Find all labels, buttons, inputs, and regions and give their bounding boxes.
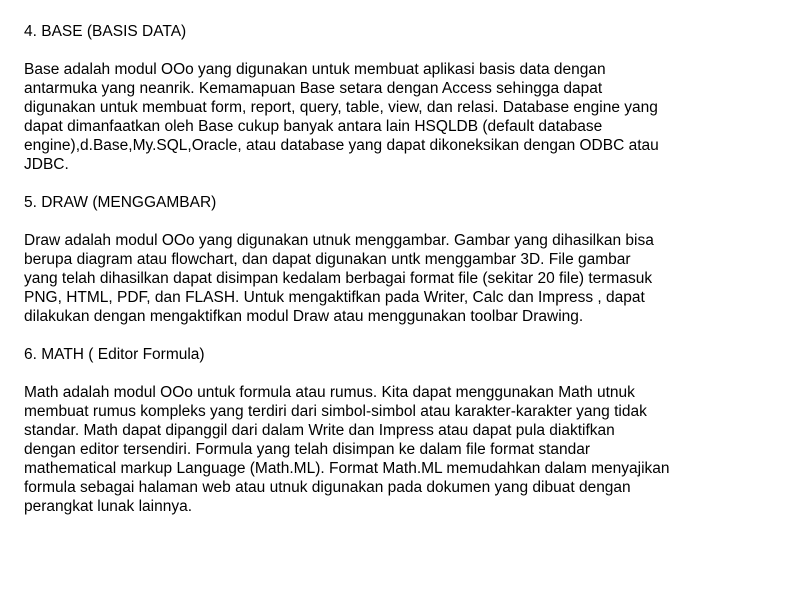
paragraph-line: yang telah dihasilkan dapat disimpan kedalam berbagai format file (sekitar 20 file) termasuk <box>24 270 653 287</box>
paragraph-line: antarmuka yang neanrik. Kemamapuan Base setara dengan Access sehingga dapat <box>24 80 603 97</box>
paragraph-line: Math adalah modul OOo untuk formula atau rumus. Kita dapat menggunakan Math utnuk <box>24 384 635 401</box>
paragraph-line: dengan editor tersendiri. Formula yang telah disimpan ke dalam file format standar <box>24 441 591 458</box>
paragraph-line: standar. Math dapat dipanggil dari dalam Write dan Impress atau dapat pula diaktifkan <box>24 422 615 439</box>
section-heading: 4. BASE (BASIS DATA) <box>24 23 187 40</box>
section-heading: 6. MATH ( Editor Formula) <box>24 346 205 363</box>
section-draw <box>24 193 772 326</box>
paragraph-line: formula sebagai halaman web atau utnuk digunakan pada dokumen yang dibuat dengan <box>24 479 631 496</box>
paragraph-line: engine),d.Base,My.SQL,Oracle, atau database yang dapat dikoneksikan dengan ODBC atau <box>24 137 659 154</box>
paragraph-line: perangkat lunak lainnya. <box>24 498 193 515</box>
section-math <box>24 345 772 516</box>
section-heading: 5. DRAW (MENGGAMBAR) <box>24 194 217 211</box>
document-page <box>24 22 772 516</box>
paragraph-line: dapat dimanfaatkan oleh Base cukup banyak antara lain HSQLDB (default database <box>24 118 603 135</box>
paragraph-line: digunakan untuk membuat form, report, query, table, view, dan relasi. Database engine yang <box>24 99 658 116</box>
paragraph-line: dilakukan dengan mengaktifkan modul Draw atau menggunakan toolbar Drawing. <box>24 308 584 325</box>
section-paragraph <box>24 60 772 174</box>
paragraph-line: membuat rumus kompleks yang terdiri dari simbol-simbol atau karakter-karakter yang tidak <box>24 403 647 420</box>
section-base <box>24 22 772 174</box>
spacer <box>24 364 772 383</box>
spacer <box>24 212 772 231</box>
spacer <box>24 41 772 60</box>
paragraph-line: Base adalah modul OOo yang digunakan untuk membuat aplikasi basis data dengan <box>24 61 606 78</box>
paragraph-line: JDBC. <box>24 156 69 173</box>
paragraph-line: mathematical markup Language (Math.ML). Format Math.ML memudahkan dalam menyajikan <box>24 460 670 477</box>
section-paragraph <box>24 231 772 326</box>
paragraph-line: berupa diagram atau flowchart, dan dapat digunakan untk menggambar 3D. File gambar <box>24 251 631 268</box>
spacer <box>24 326 772 345</box>
paragraph-line: PNG, HTML, PDF, dan FLASH. Untuk mengaktifkan pada Writer, Calc dan Impress , dapat <box>24 289 645 306</box>
paragraph-line: Draw adalah modul OOo yang digunakan utnuk menggambar. Gambar yang dihasilkan bisa <box>24 232 654 249</box>
spacer <box>24 174 772 193</box>
section-paragraph <box>24 383 772 516</box>
